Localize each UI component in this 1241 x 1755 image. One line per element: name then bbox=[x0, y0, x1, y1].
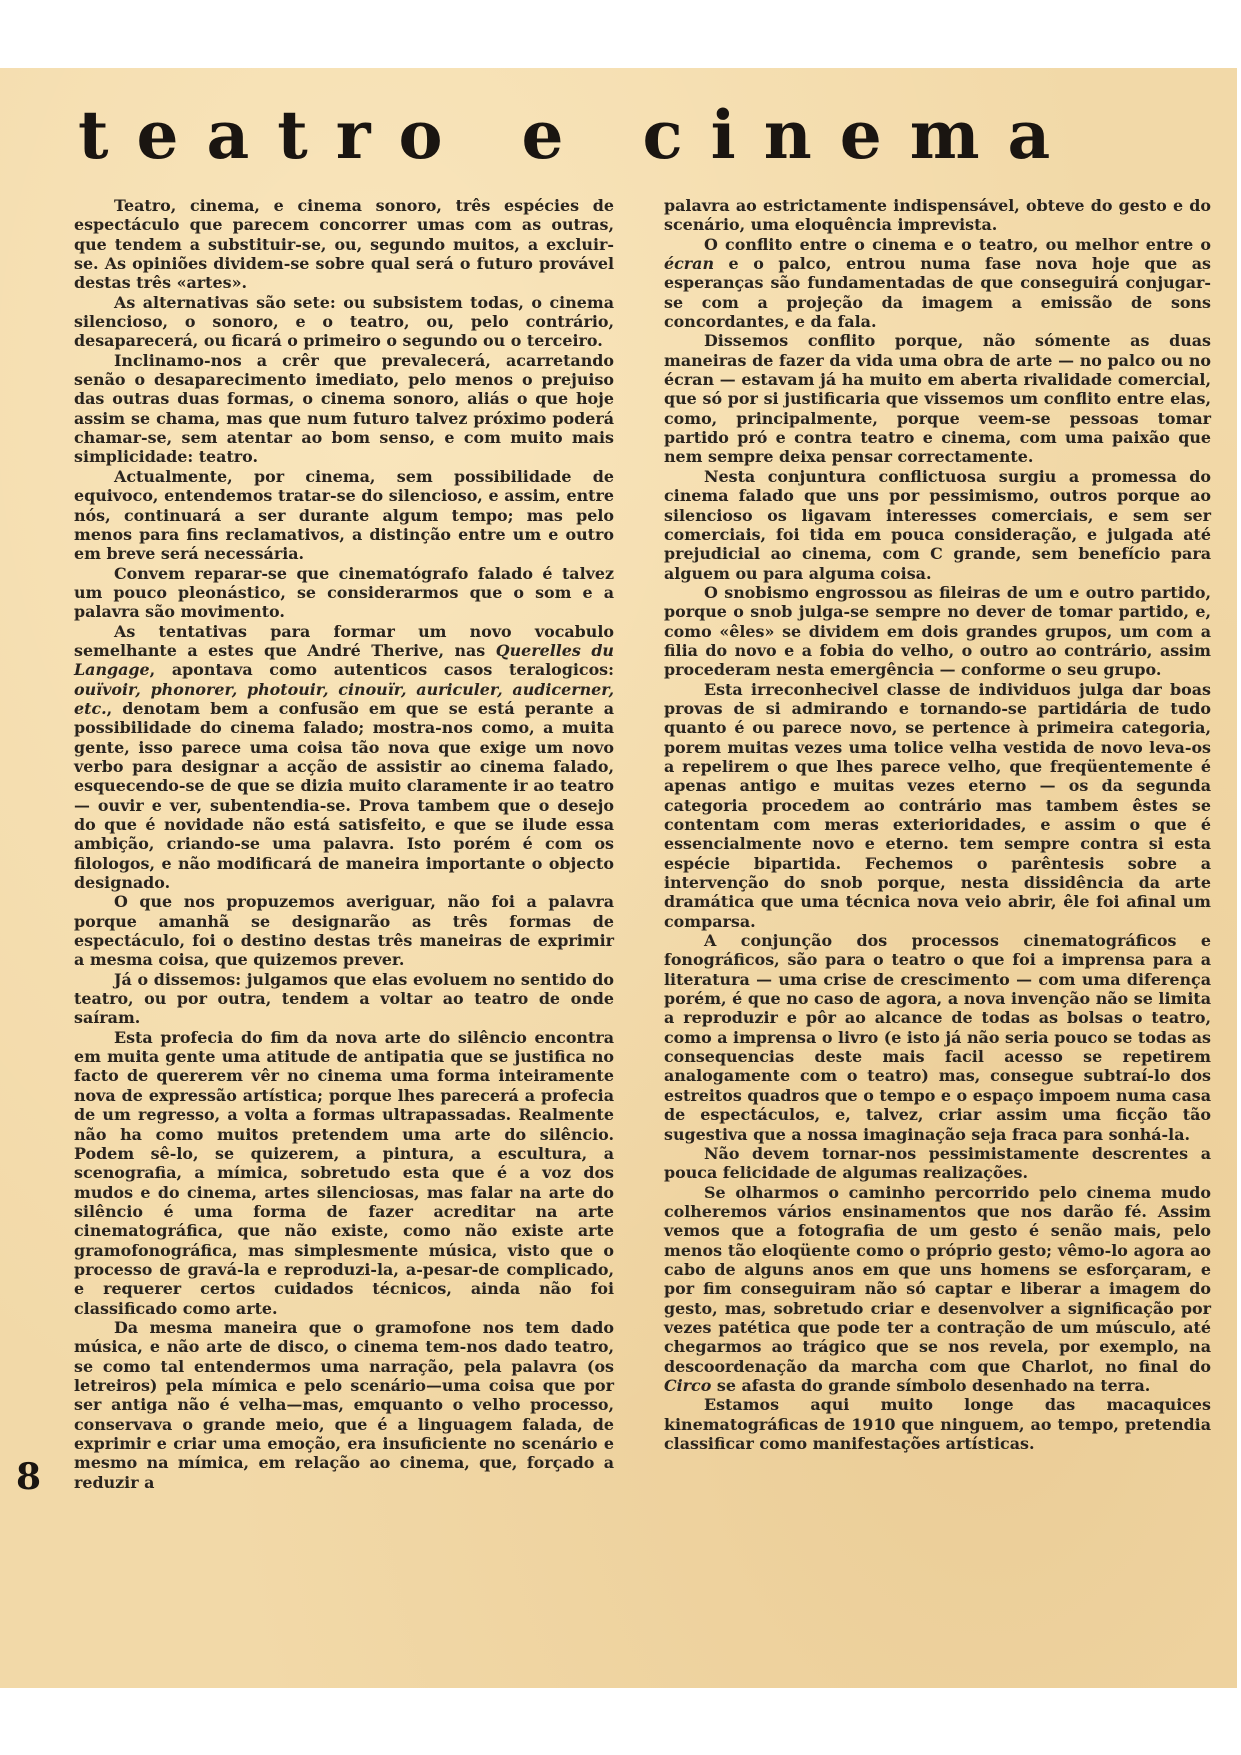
article-title: teatro e cinema bbox=[78, 96, 1079, 174]
text-span: Se olharmos o caminho percorrido pelo cinema mudo colheremos vários ensinamentos que nos darão fé. Assim vemos que a fotografia de um gesto é senão mais, pelo menos tão eloqüente como o próprio gesto; vêmo-lo agora ao cabo de alguns anos em que uns homens se esforçaram, e por fim conseguiram não só captar e liberar a imagem do gesto, mas, sobretudo criar e desenvolver a significação por vezes patética que pode ter a contração de um músculo, até chegarmos ao trágico que se nos revela, por exemplo, na descoordenação da marcha com que Charlot, no final do bbox=[664, 1182, 1211, 1376]
paragraph: Já o dissemos: julgamos que elas evoluem no sentido do teatro, ou por outra, tendem a voltar ao teatro de onde saíram. bbox=[74, 969, 614, 1028]
paragraph: A conjunção dos processos cinematográficos e fonográficos, são para o teatro o que foi a imprensa para a literatura — uma crise de crescimento — com uma diferença porém, é que no caso de agora, a nova invenção não se limita a reproduzir e pôr ao alcance de todas as bolsas o teatro, como a imprensa o livro (e isto já não seria pouco se todas as consequencias deste mais facil acesso se repetirem analogamente com o teatro) mas, consegue subtraí-lo dos estreitos quadros que o tempo e o espaço impoem numa casa de espectáculos, e, talvez, criar assim uma ficção tão sugestiva que a nossa imaginação seja fraca para sonhá-la. bbox=[664, 931, 1211, 1144]
paragraph bbox=[664, 235, 1211, 332]
paragraph: palavra ao estrictamente indispensável, obteve do gesto e do scenário, uma eloquência imprevista. bbox=[664, 196, 1211, 235]
page-number: 8 bbox=[16, 1456, 42, 1498]
italic-word: écran bbox=[664, 254, 715, 274]
text-span: , denotam bem a confusão em que se está perante a possibilidade do cinema falado; mostra-nos como, a muita gente, isso parece uma coisa tão nova que exige um novo verbo para designar a acção de assistir ao cinema falado, esquecendo-se de que se dizia muito claramente ir ao teatro — ouvir e ver, subentendia-se. Prova tambem que o desejo do que é novidade não está satisfeito, e que se ilude essa ambição, criando-se uma palavra. Isto porém é com os filologos, e não modificará de maneira importante o objecto designado. bbox=[74, 698, 614, 893]
text-span: e o palco, entrou numa fase nova hoje que as esperanças são fundamentadas de que conseguirá conjugar-se com a projeção da imagem a emissão de sons concordantes, e da fala. bbox=[664, 254, 1211, 332]
paragraph bbox=[664, 1183, 1211, 1396]
book-title: Querelles du Langage bbox=[74, 640, 614, 680]
paragraph: Não devem tornar-nos pessimistamente descrentes a pouca felicidade de algumas realizações. bbox=[664, 1143, 1211, 1183]
paragraph: O que nos propuzemos averiguar, não foi a palavra porque amanhã se designarão as três formas de espectáculo, foi o destino destas três maneiras de exprimir a mesma coisa, que quizemos prever. bbox=[74, 892, 614, 970]
coined-words: ouïvoir, phonorer, photouir, cinouïr, auriculer, audicerner, etc. bbox=[74, 679, 614, 718]
text-span: As tentativas para formar um novo vocabulo semelhante a estes que André Therive, nas bbox=[74, 621, 614, 660]
paragraph: Esta profecia do fim da nova arte do silêncio encontra em muita gente uma atitude de antipatia que se justifica no facto de quererem vêr no cinema uma forma inteiramente nova de expressão artística; porque lhes parecerá a profecia de um regresso, a volta a formas ultrapassadas. Realmente não ha como muitos pretendem uma arte do silêncio. Podem sê-lo, se quizerem, a pintura, a escultura, a scenografia, a mímica, sobretudo esta que é a voz dos mudos e do cinema, artes silenciosas, mas falar na arte do silêncio é uma forma de fazer acreditar na arte cinematográfica, que não existe, como não existe arte gramofonográfica, mas simplesmente música, visto que o processo de gravá-la e reproduzi-la, a-pesar-de complicado, e requerer certos cuidados técnicos, ainda não foi classificado como arte. bbox=[74, 1027, 614, 1318]
paragraph: Dissemos conflito porque, não sómente as duas maneiras de fazer da vida uma obra de arte — no palco ou no écran — estavam já ha muito em aberta rivalidade comercial, que só por si justificaria que vissemos um conflito entre elas, como, principalmente, porque veem-se pessoas tomar partido pró e contra teatro e cinema, com uma paixão que nem sempre deixa pensar correctamente. bbox=[664, 331, 1211, 467]
paragraph: Actualmente, por cinema, sem possibilidade de equivoco, entendemos tratar-se do silencioso, e assim, entre nós, continuará a ser durante algum tempo; mas pelo menos para fins reclamativos, a distinção entre um e outro em breve será necessária. bbox=[74, 466, 614, 564]
film-title: Circo bbox=[664, 1375, 712, 1395]
left-column bbox=[74, 196, 614, 1492]
paragraph bbox=[74, 622, 614, 893]
paragraph: O snobismo engrossou as fileiras de um e outro partido, porque o snob julga-se sempre no dever de tomar partido, e, como «êles» se dividem em dois grandes grupos, um com a filia do novo e a fobia do velho, o outro ao contrário, assim procederam nesta emergência — conforme o seu grupo. bbox=[664, 582, 1211, 680]
paragraph: Estamos aqui muito longe das macaquices kinematográficas de 1910 que ninguem, ao tempo, pretendia classificar como manifestações artísticas. bbox=[664, 1395, 1211, 1453]
paragraph: As alternativas são sete: ou subsistem todas, o cinema silencioso, o sonoro, e o teatro, ou, pelo contrário, desaparecerá, ou ficará o primeiro o segundo ou o terceiro. bbox=[74, 292, 614, 351]
paragraph: Da mesma maneira que o gramofone nos tem dado música, e não arte de disco, o cinema tem-nos dado teatro, se como tal entendermos uma narração, pela palavra (os letreiros) pela mímica e pelo scenário—uma coisa que por ser antiga não é velha—mas, emquanto o velho processo, conservava o grande meio, que é a linguagem falada, de exprimir e criar uma emoção, era insuficiente no scenário e mesmo na mímica, em relação ao cinema, que, forçado a reduzir a bbox=[74, 1317, 614, 1492]
paragraph: Esta irreconhecivel classe de individuos julga dar boas provas de si admirando e tornando-se partidária de tudo quanto é ou parece novo, se pertence à primeira categoria, porem muitas vezes uma tolice velha vestida de novo leva-os a repelirem o que lhes parece velho, que freqüentemente é apenas antigo e muitas vezes eterno — os da segunda categoria procedem ao contrário mas tambem êstes se contentam com meras exterioridades, e assim o que é essencialmente novo e eterno. tem sempre contra si esta espécie bipartida. Fechemos o parêntesis sobre a intervenção do snob porque, nesta dissidência da arte dramática que uma técnica nova veio abrir, êle foi afinal um comparsa. bbox=[664, 679, 1211, 931]
paragraph: Inclinamo-nos a crêr que prevalecerá, acarretando senão o desaparecimento imediato, pelo menos o prejuiso das outras duas formas, o cinema sonoro, aliás o que hoje assim se chama, mas que num futuro talvez próximo poderá chamar-se, sem atentar ao bom senso, e com muito mais simplicidade: teatro. bbox=[74, 350, 614, 467]
paragraph: Nesta conjuntura conflictuosa surgiu a promessa do cinema falado que uns por pessimismo, outros porque ao silencioso os ligavam interesses comerciais, e sem ser comerciais, foi tida em pouca consideração, e julgada até prejudicial ao cinema, com C grande, sem benefício para alguem ou para alguma coisa. bbox=[664, 466, 1211, 583]
paragraph: Convem reparar-se que cinematógrafo falado é talvez um pouco pleonástico, se considerarmos que o som e a palavra são movimento. bbox=[74, 563, 614, 622]
text-span: se afasta do grande símbolo desenhado na terra. bbox=[711, 1375, 1151, 1395]
magazine-page bbox=[0, 68, 1237, 1688]
text-span: , apontava como autenticos casos teralogicos: bbox=[149, 660, 614, 680]
right-column bbox=[664, 196, 1211, 1453]
paragraph: Teatro, cinema, e cinema sonoro, três espécies de espectáculo que parecem concorrer umas com as outras, que tendem a substituir-se, ou, segundo muitos, a excluir-se. As opiniões dividem-se sobre qual será o futuro provável destas três «artes». bbox=[74, 196, 614, 293]
text-span: O conflito entre o cinema e o teatro, ou melhor entre o bbox=[704, 234, 1211, 254]
